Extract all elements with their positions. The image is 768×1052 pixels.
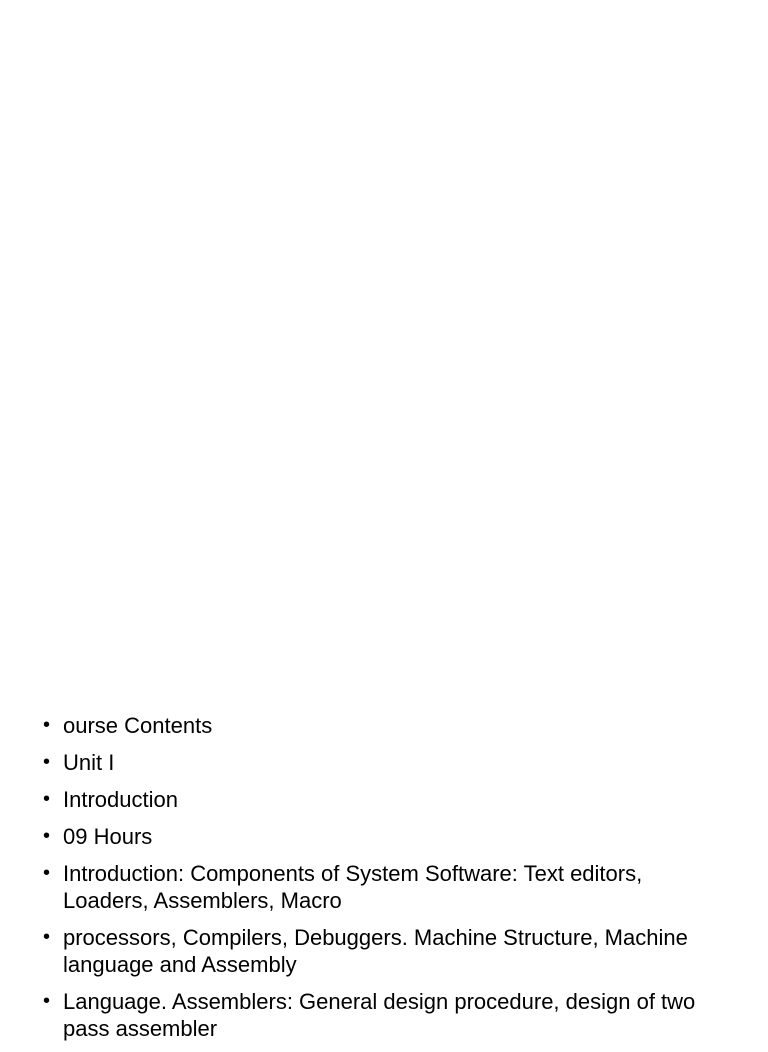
bullet-icon: •	[43, 862, 51, 884]
list-item-text: Unit I	[63, 750, 115, 775]
bullet-icon: •	[43, 788, 51, 810]
list-item-text: 09 Hours	[63, 824, 153, 849]
list-item	[43, 786, 733, 813]
list-item-text: processors, Compilers, Debuggers. Machine Structure, Machine language and Assembly	[63, 925, 688, 977]
bullet-icon: •	[43, 926, 51, 948]
list-item-text: Introduction	[63, 787, 178, 812]
list-item	[43, 823, 733, 850]
list-item-text: Introduction: Components of System Software: Text editors, Loaders, Assemblers, Macro	[63, 861, 643, 913]
list-item	[43, 712, 733, 739]
list-item-text: ourse Contents	[63, 713, 213, 738]
list-item	[43, 749, 733, 776]
list-item	[43, 924, 733, 978]
bullet-icon: •	[43, 990, 51, 1012]
bullet-icon: •	[43, 714, 51, 736]
list-item-text: Language. Assemblers: General design procedure, design of two pass assembler	[63, 989, 696, 1041]
list-item	[43, 988, 733, 1042]
bullet-icon: •	[43, 751, 51, 773]
list-item	[43, 860, 733, 914]
bullet-list	[43, 712, 733, 1052]
bullet-icon: •	[43, 825, 51, 847]
